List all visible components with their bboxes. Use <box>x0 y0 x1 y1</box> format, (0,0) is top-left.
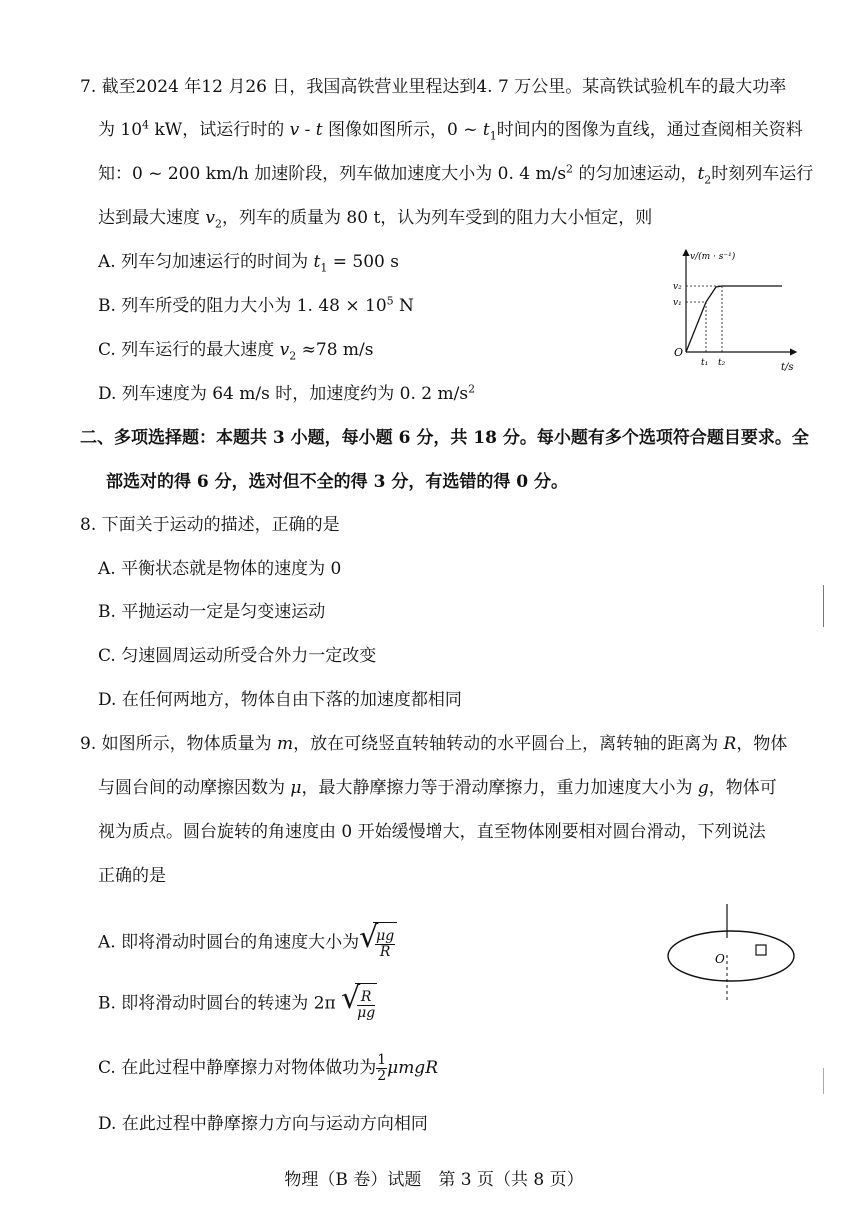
q8-option-c: C. 匀速圆周运动所受合外力一定改变 <box>98 646 377 666</box>
q9-option-a: A. 即将滑动时圆台的角速度大小为 √ $\frac{\mu g}{R}$ <box>98 922 397 964</box>
q9-line-2: 与圆台间的动摩擦因数为 μ，最大静摩擦力等于滑动摩擦力，重力加速度大小为 g，物体可 <box>98 778 777 798</box>
page-footer: 物理（B 卷）试题 第 3 页（共 8 页） <box>284 1170 584 1190</box>
q9-line-1: 9. 如图所示，物体质量为 m，放在可绕竖直转轴转动的水平圆台上，离转轴的距离为 R，物体 <box>80 734 788 754</box>
axis-origin-label: O <box>715 952 725 966</box>
q9-line-4: 正确的是 <box>98 866 166 886</box>
q7-option-d: D. 列车速度为 64 m/s 时，加速度约为 0. 2 $m/s^2$ <box>98 382 476 404</box>
block-on-table <box>756 945 766 955</box>
q7-option-c: C. 列车运行的最大速度 $v_2 \approx 78$ m/s <box>98 340 374 363</box>
t2-label: t₂ <box>718 358 726 368</box>
rotating-table-figure <box>660 900 810 1006</box>
q7-line-3: 知：0 ~ 200 km/h 加速阶段，列车做加速度大小为 0. 4 $m/s^2$ 的匀加速运动，$t_2$时刻列车运行 <box>98 162 814 187</box>
margin-line-1 <box>823 585 824 627</box>
v1-label: v₁ <box>673 298 682 308</box>
q9-line-3: 视为质点。圆台旋转的角速度由 0 开始缓慢增大，直至物体刚要相对圆台滑动，下列说法 <box>98 822 766 842</box>
q7-option-a: A. 列车匀加速运行的时间为 $t_1 = 500$ s <box>98 252 399 275</box>
q9-option-c: C. 在此过程中静摩擦力对物体做功为 $\frac{1}{2}$ μmgR <box>98 1052 438 1084</box>
q9-option-d: D. 在此过程中静摩擦力方向与运动方向相同 <box>98 1114 428 1134</box>
q9-option-b: B. 即将滑动时圆台的转速为 2π √ $\frac{R}{\mu g}$ <box>98 983 377 1025</box>
y-axis-label: v/(m · s⁻¹) <box>690 252 736 262</box>
section2-heading-line-2: 部选对的得 6 分，选对但不全的得 3 分，有选错的得 0 分。 <box>106 472 568 492</box>
x-axis-label: t/s <box>781 362 794 373</box>
margin-line-2 <box>823 1068 824 1094</box>
origin-label: O <box>674 346 684 359</box>
q8-option-b: B. 平抛运动一定是匀变速运动 <box>98 602 326 622</box>
q7-line-1: 7. 截至2024 年12 月26 日，我国高铁营业里程达到4. 7 万公里。某高铁试验机车的最大功率 <box>80 77 787 97</box>
vt-curve <box>686 286 782 352</box>
q7-option-b: B. 列车所受的阻力大小为 1. $48 \times 10^5$ N <box>98 294 414 316</box>
t1-label: t₁ <box>701 358 709 368</box>
q8-option-a: A. 平衡状态就是物体的速度为 0 <box>98 559 342 579</box>
turntable <box>668 931 794 981</box>
q7-line-4: 达到最大速度 $v_2$，列车的质量为 80 t，认为列车受到的阻力大小恒定，则 <box>98 208 653 231</box>
section2-heading-line-1: 二、多项选择题：本题共 3 小题，每小题 6 分，共 18 分。每小题有多个选项符合题目要求。全 <box>80 428 809 448</box>
q7-line-2: 为 $10^4$ kW，试运行时的 v - t 图像如图所示，0 ~ $t_1$时间内的图像为直线，通过查阅相关资料 <box>98 118 803 143</box>
vt-graph <box>668 246 800 378</box>
v2-label: v₂ <box>673 282 682 292</box>
q8-stem: 8. 下面关于运动的描述，正确的是 <box>80 515 340 535</box>
q8-option-d: D. 在任何两地方，物体自由下落的加速度都相同 <box>98 690 462 710</box>
